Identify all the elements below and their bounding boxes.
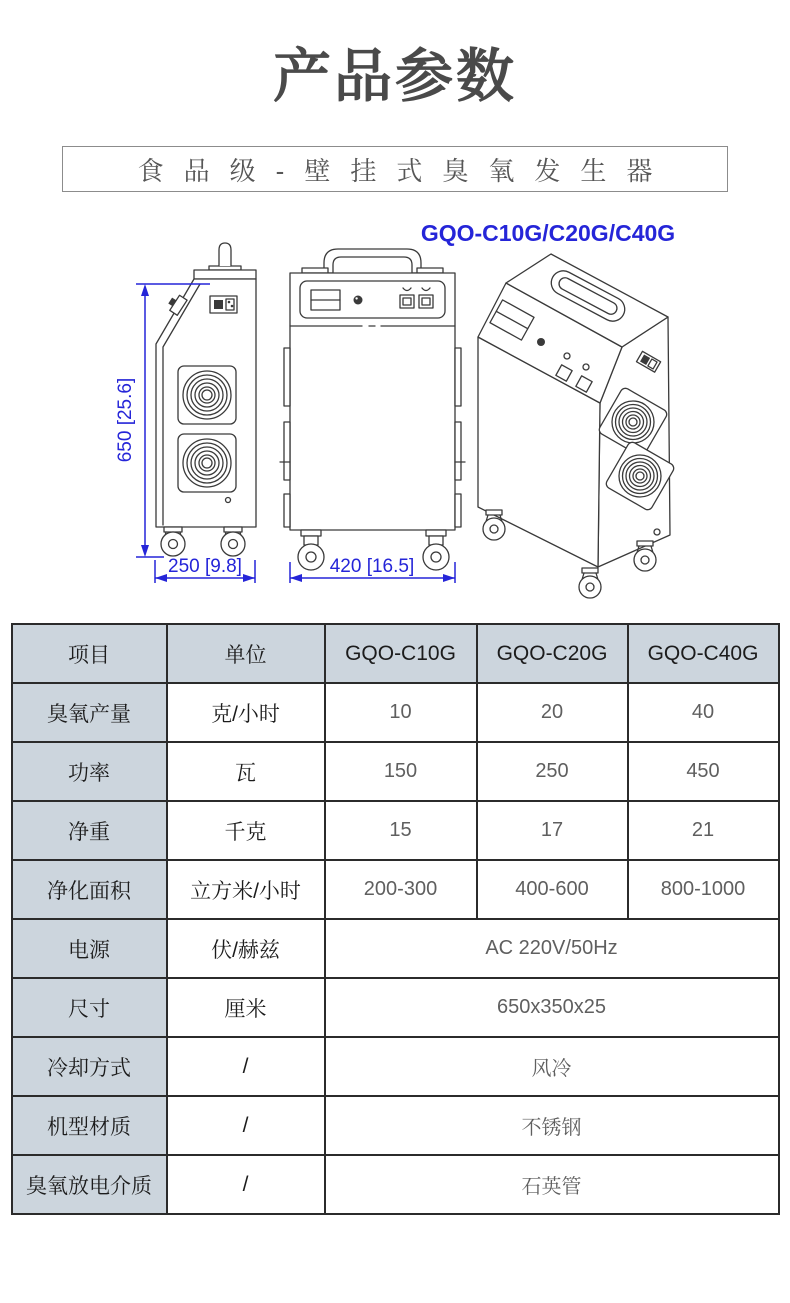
spec-unit-cell: 克/小时 [167, 683, 325, 742]
table-row [12, 1155, 779, 1214]
spec-value-cell: 800-1000 [628, 860, 779, 919]
header-model-c10g: GQO-C10G [325, 624, 477, 683]
spec-value-cell: 石英管 [325, 1155, 779, 1214]
caster-wheel [298, 530, 324, 570]
caster-wheel [579, 568, 601, 598]
subtitle-banner [62, 146, 728, 192]
spec-value-cell: 15 [325, 801, 477, 860]
table-row [12, 683, 779, 742]
table-row [12, 742, 779, 801]
spec-value-cell: 150 [325, 742, 477, 801]
spec-unit-cell: 瓦 [167, 742, 325, 801]
spec-item-cell: 功率 [12, 742, 167, 801]
subtitle-text: 食品级-壁挂式臭氧发生器 [137, 155, 673, 186]
table-row [12, 978, 779, 1037]
table-row [12, 801, 779, 860]
technical-drawing-section [0, 210, 790, 617]
fan-icon [178, 434, 236, 492]
table-row [12, 919, 779, 978]
dim-height-label: 650 [25.6] [115, 377, 136, 463]
switch [419, 295, 433, 308]
table-row [12, 1096, 779, 1155]
spec-value-cell: 17 [477, 801, 628, 860]
spec-item-cell: 机型材质 [12, 1096, 167, 1155]
spec-item-cell: 臭氧产量 [12, 683, 167, 742]
handle [324, 249, 421, 273]
knob [354, 296, 363, 305]
spec-value-cell: 40 [628, 683, 779, 742]
side-label-plate [210, 296, 237, 313]
fan-icon [178, 366, 236, 424]
spec-value-cell: 650x350x25 [325, 978, 779, 1037]
spec-value-cell: 250 [477, 742, 628, 801]
dim-depth-label: 250 [9.8] [168, 556, 242, 577]
spec-item-cell: 冷却方式 [12, 1037, 167, 1096]
model-label: GQO-C10G/C20G/C40G [420, 220, 676, 246]
spec-value-cell: 风冷 [325, 1037, 779, 1096]
side-view [156, 243, 256, 556]
header-item: 项目 [12, 624, 167, 683]
spec-value-cell: 20 [477, 683, 628, 742]
spec-item-cell: 臭氧放电介质 [12, 1155, 167, 1214]
spec-unit-cell: 厘米 [167, 978, 325, 1037]
caster-wheel [423, 530, 449, 570]
header-model-c20g: GQO-C20G [477, 624, 628, 683]
header-unit: 单位 [167, 624, 325, 683]
spec-table [11, 623, 780, 1215]
spec-value-cell: 10 [325, 683, 477, 742]
spec-unit-cell: 伏/赫兹 [167, 919, 325, 978]
spec-value-cell: 200-300 [325, 860, 477, 919]
table-row [12, 1037, 779, 1096]
technical-drawing [0, 210, 790, 612]
switch [400, 295, 414, 308]
caster-wheel [161, 527, 185, 556]
spec-item-cell: 尺寸 [12, 978, 167, 1037]
knob [537, 338, 545, 346]
spec-unit-cell: 千克 [167, 801, 325, 860]
spec-value-cell: 400-600 [477, 860, 628, 919]
spec-value-cell: AC 220V/50Hz [325, 919, 779, 978]
caster-wheel [483, 510, 505, 540]
spec-unit-cell: / [167, 1155, 325, 1214]
spec-item-cell: 净重 [12, 801, 167, 860]
spec-item-cell: 净化面积 [12, 860, 167, 919]
spec-item-cell: 电源 [12, 919, 167, 978]
header-model-c40g: GQO-C40G [628, 624, 779, 683]
front-view [280, 249, 465, 570]
caster-wheel [634, 541, 656, 571]
spec-unit-cell: / [167, 1037, 325, 1096]
spec-unit-cell: 立方米/小时 [167, 860, 325, 919]
dimension-depth [155, 556, 255, 583]
table-row [12, 860, 779, 919]
table-header-row [12, 624, 779, 683]
spec-unit-cell: / [167, 1096, 325, 1155]
caster-wheel [221, 527, 245, 556]
spec-value-cell: 21 [628, 801, 779, 860]
spec-value-cell: 450 [628, 742, 779, 801]
page-title: 产品参数 [272, 44, 517, 109]
dim-width-label: 420 [16.5] [329, 556, 415, 577]
perspective-view [478, 254, 676, 598]
spec-value-cell: 不锈钢 [325, 1096, 779, 1155]
